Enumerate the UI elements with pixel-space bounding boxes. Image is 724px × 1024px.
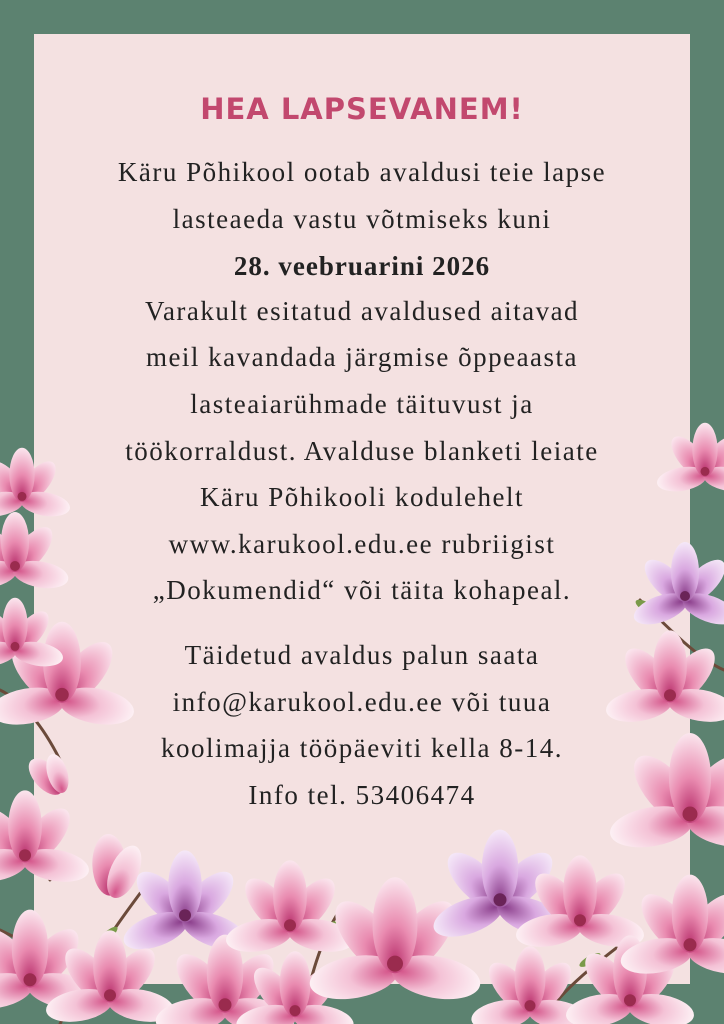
text-line: Täidetud avaldus palun saata bbox=[184, 640, 540, 670]
phone-line: Info tel. 53406474 bbox=[248, 780, 476, 810]
text-line: Käru Põhikool ootab avaldusi teie lapse bbox=[117, 157, 607, 187]
website-line: www.karukool.edu.ee rubriigist bbox=[168, 529, 556, 559]
text-line: „Dokumendid“ või täita kohapeal. bbox=[152, 575, 572, 605]
text-line: lasteaeda vastu võtmiseks kuni bbox=[172, 204, 552, 234]
text-line: koolimajja tööpäeviti kella 8-14. bbox=[161, 733, 563, 763]
text-line: Varakult esitatud avaldused aitavad bbox=[144, 296, 580, 326]
text-line: töökorraldust. Avalduse blanketi leiate bbox=[125, 436, 599, 466]
text-line: Käru Põhikooli kodulehelt bbox=[200, 482, 524, 512]
deadline-date: 28. veebruarini 2026 bbox=[233, 251, 491, 281]
email-line: info@karukool.edu.ee või tuua bbox=[172, 687, 552, 717]
text-line: meil kavandada järgmise õppeaasta bbox=[145, 342, 579, 372]
notice-title: HEA LAPSEVANEM! bbox=[200, 92, 524, 126]
text-line: lasteaiarühmade täituvust ja bbox=[190, 389, 534, 419]
